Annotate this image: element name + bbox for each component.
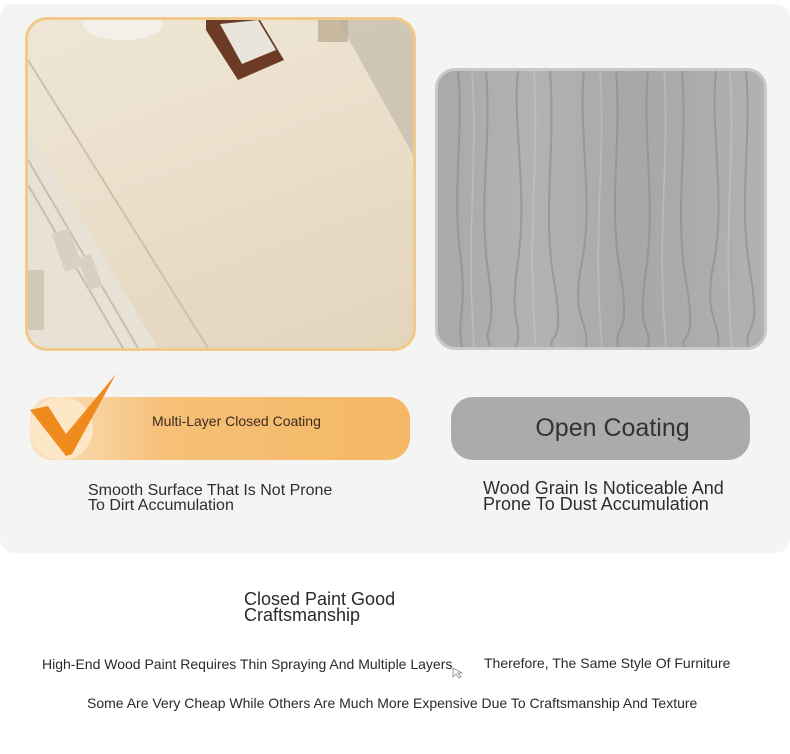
wood-grain-texture [438,71,764,347]
open-coating-caption: Wood Grain Is Noticeable And Prone To Dust Accumulation [483,478,724,514]
description-line-2: Some Are Very Cheap While Others Are Much More Expensive Due To Craftsmanship And Texture [87,695,698,711]
open-coating-photo [435,68,767,350]
checkmark-icon [26,370,122,458]
closed-coating-photo-art [28,20,413,348]
description-line-1-part-2: Therefore, The Same Style Of Furniture [484,655,731,671]
closed-coating-photo [25,17,416,351]
closed-coating-label: Multi-Layer Closed Coating [152,413,321,429]
cursor-icon [452,667,466,679]
open-coating-label: Open Coating [535,414,690,442]
description-line-1-part-1: High-End Wood Paint Requires Thin Spraying And Multiple Layers [42,656,453,672]
closed-coating-caption: Smooth Surface That Is Not Prone To Dirt Accumulation [88,482,333,514]
section-title: Closed Paint Good Craftsmanship [244,589,396,625]
